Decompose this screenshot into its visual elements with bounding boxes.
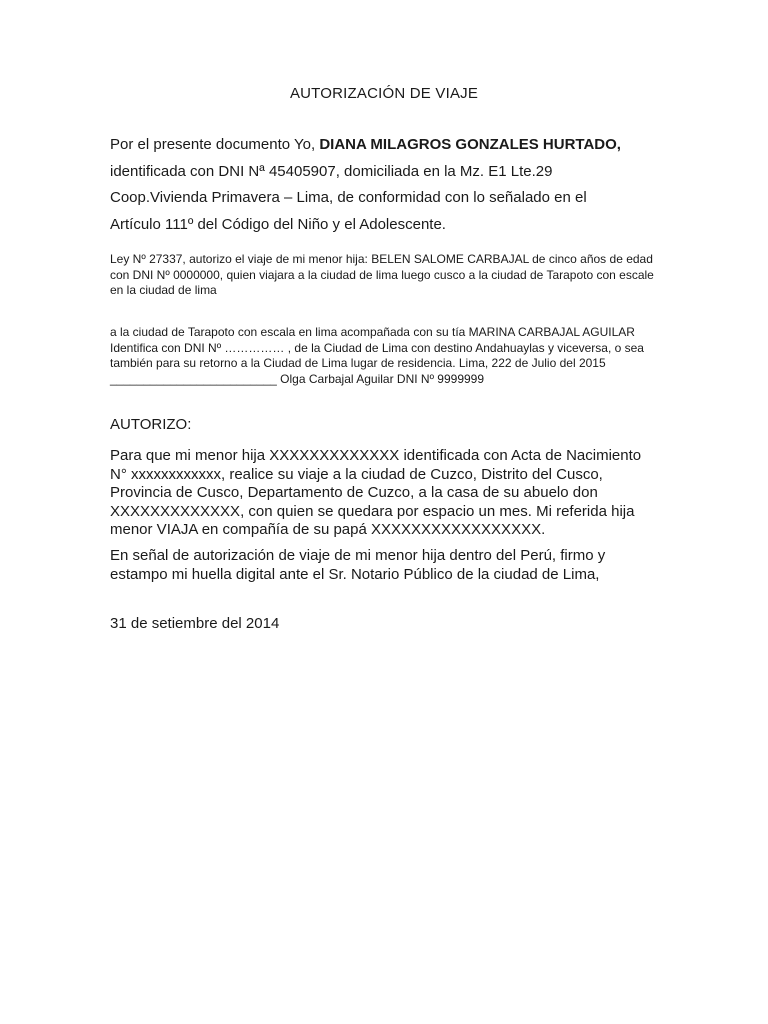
authorize-paragraph: Para que mi menor hija XXXXXXXXXXXXX identificada con Acta de Nacimiento N° xxxxxxxxxxxx, realice su viaje a la ciudad de Cuzco, Distrito del Cusco, Provincia de Cusco, Departamento de Cuzco, a la casa de su abuelo don XXXXXXXXXXXXX, con quien se quedara por espacio un mes. Mi referida hija menor VIAJA en compañía de su papá XXXXXXXXXXXXXXXXX.: [110, 447, 642, 538]
authorize-heading: AUTORIZO:: [110, 416, 192, 433]
document-title: AUTORIZACIÓN DE VIAJE: [289, 85, 479, 102]
intro-prefix: Por el presente documento Yo,: [110, 136, 320, 153]
authorizer-name: DIANA MILAGROS GONZALES HURTADO,: [319, 136, 621, 153]
intro-line-1: [110, 132, 655, 159]
companion-paragraph: a la ciudad de Tarapoto con escala en lima acompañada con su tía MARINA CARBAJAL AGUILAR Identifica con DNI Nº …………… , de la Ciudad de Lima con destino Andahuaylas y viceversa, o sea también para su retorno a la Ciudad de Lima lugar de residencia. Lima, 222 de Julio del 2015 _________________________ Olga Carbajal Aguilar DNI Nº 9999999: [110, 325, 644, 386]
document-date: 31 de setiembre del 2014: [110, 615, 280, 632]
law-paragraph: Ley Nº 27337, autorizo el viaje de mi menor hija: BELEN SALOME CARBAJAL de cinco años de edad con DNI Nº 0000000, quien viajara a la ciudad de lima luego cusco a la ciudad de Tarapoto con escale en la ciudad de lima: [110, 252, 654, 297]
intro-line-2: identificada con DNI Nª 45405907, domiciliada en la Mz. E1 Lte.29: [110, 162, 553, 180]
intro-line-3: Coop.Vivienda Primavera – Lima, de conformidad con lo señalado en el: [110, 189, 587, 206]
intro-line-4: Artículo 111º del Código del Niño y el Adolescente.: [110, 215, 446, 233]
intro-paragraph: [110, 132, 655, 238]
signature-paragraph: En señal de autorización de viaje de mi menor hija dentro del Perú, firmo y estampo mi huella digital ante el Sr. Notario Público de la ciudad de Lima,: [110, 547, 606, 583]
